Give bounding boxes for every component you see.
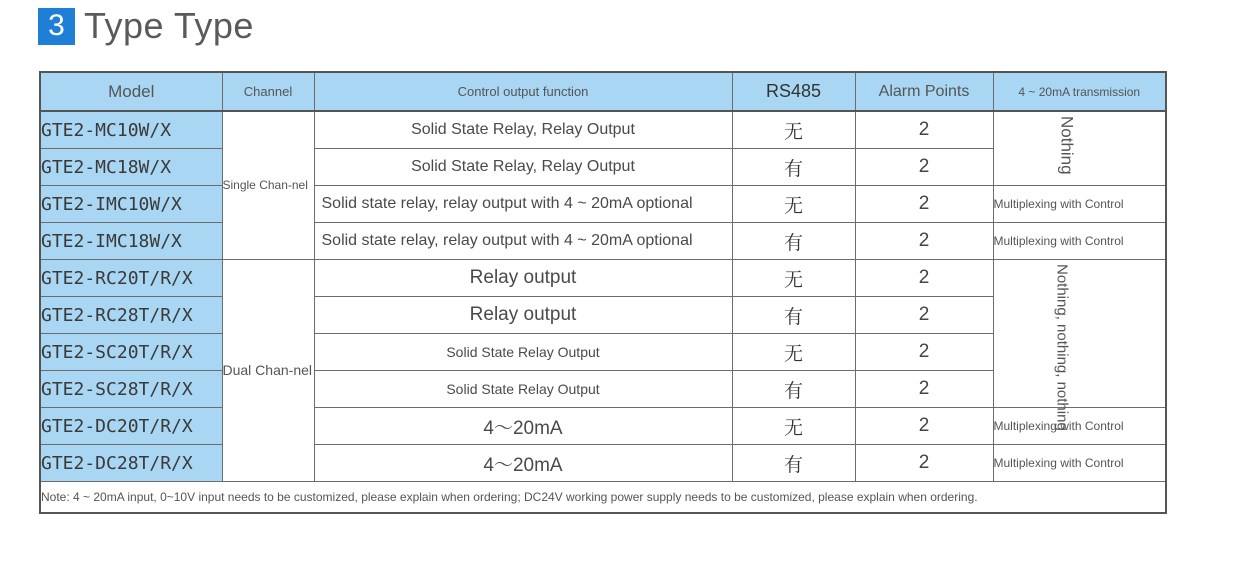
header-alarm-points: Alarm Points [855,72,993,111]
section-heading [38,4,254,48]
table-row [40,111,1166,149]
function-cell: Solid State Relay, Relay Output [314,111,732,149]
function-cell: Solid state relay, relay output with 4 ~ 20mA optional [314,186,732,223]
function-cell: Solid state relay, relay output with 4 ~ 20mA optional [314,223,732,260]
transmission-cell: Multiplexing with Control [993,223,1166,260]
rs485-cell: 无 [732,408,855,445]
function-cell: Solid State Relay, Relay Output [314,149,732,186]
function-cell: Relay output [314,260,732,297]
model-cell: GTE2-MC18W/X [40,149,222,186]
section-title: Type Type [84,5,254,46]
model-cell: GTE2-IMC18W/X [40,223,222,260]
model-cell: GTE2-MC10W/X [40,111,222,149]
rs485-cell: 无 [732,111,855,149]
transmission-cell-merged [993,111,1166,186]
header-rs485: RS485 [732,72,855,111]
channel-cell-dual: Dual Chan-nel [222,260,314,482]
alarm-cell: 2 [855,149,993,186]
transmission-cell: Multiplexing with Control [993,445,1166,482]
ordering-note: Note: 4 ~ 20mA input, 0~10V input needs to be customized, please explain when ordering; DC24V working power supply needs to be customized, please explain when ordering. [40,482,1166,514]
rs485-cell: 无 [732,260,855,297]
model-cell: GTE2-RC28T/R/X [40,297,222,334]
rs485-cell: 有 [732,445,855,482]
alarm-cell: 2 [855,334,993,371]
model-cell: GTE2-DC28T/R/X [40,445,222,482]
model-cell: GTE2-IMC10W/X [40,186,222,223]
rs485-cell: 无 [732,186,855,223]
header-transmission: 4 ~ 20mA transmission [993,72,1166,111]
alarm-cell: 2 [855,111,993,149]
alarm-cell: 2 [855,260,993,297]
transmission-cell: Multiplexing with Control [993,408,1166,445]
section-number-badge: 3 [38,8,75,45]
model-cell: GTE2-DC20T/R/X [40,408,222,445]
alarm-cell: 2 [855,408,993,445]
table-row [40,260,1166,297]
table-row [40,445,1166,482]
rs485-cell: 有 [732,297,855,334]
table-row [40,408,1166,445]
function-cell: 4～20mA [314,408,732,445]
header-model: Model [40,72,222,111]
alarm-cell: 2 [855,371,993,408]
alarm-cell: 2 [855,297,993,334]
transmission-vertical-text: Nothing [1057,116,1077,175]
channel-cell-single: Single Chan-nel [222,111,314,260]
rs485-cell: 无 [732,334,855,371]
rs485-cell: 有 [732,371,855,408]
note-row [40,482,1166,514]
model-cell: GTE2-SC28T/R/X [40,371,222,408]
transmission-vertical-text: Nothing, nothing, nothing [1053,264,1071,431]
table-header-row [40,72,1166,111]
rs485-cell: 有 [732,149,855,186]
model-cell: GTE2-SC20T/R/X [40,334,222,371]
alarm-cell: 2 [855,223,993,260]
header-channel: Channel [222,72,314,111]
function-cell: Relay output [314,297,732,334]
function-cell: Solid State Relay Output [314,334,732,371]
model-spec-table [39,71,1167,514]
function-cell: 4～20mA [314,445,732,482]
table-row [40,223,1166,260]
function-cell: Solid State Relay Output [314,371,732,408]
alarm-cell: 2 [855,186,993,223]
model-cell: GTE2-RC20T/R/X [40,260,222,297]
transmission-cell: Multiplexing with Control [993,186,1166,223]
rs485-cell: 有 [732,223,855,260]
table-row [40,186,1166,223]
header-control-output-function: Control output function [314,72,732,111]
alarm-cell: 2 [855,445,993,482]
